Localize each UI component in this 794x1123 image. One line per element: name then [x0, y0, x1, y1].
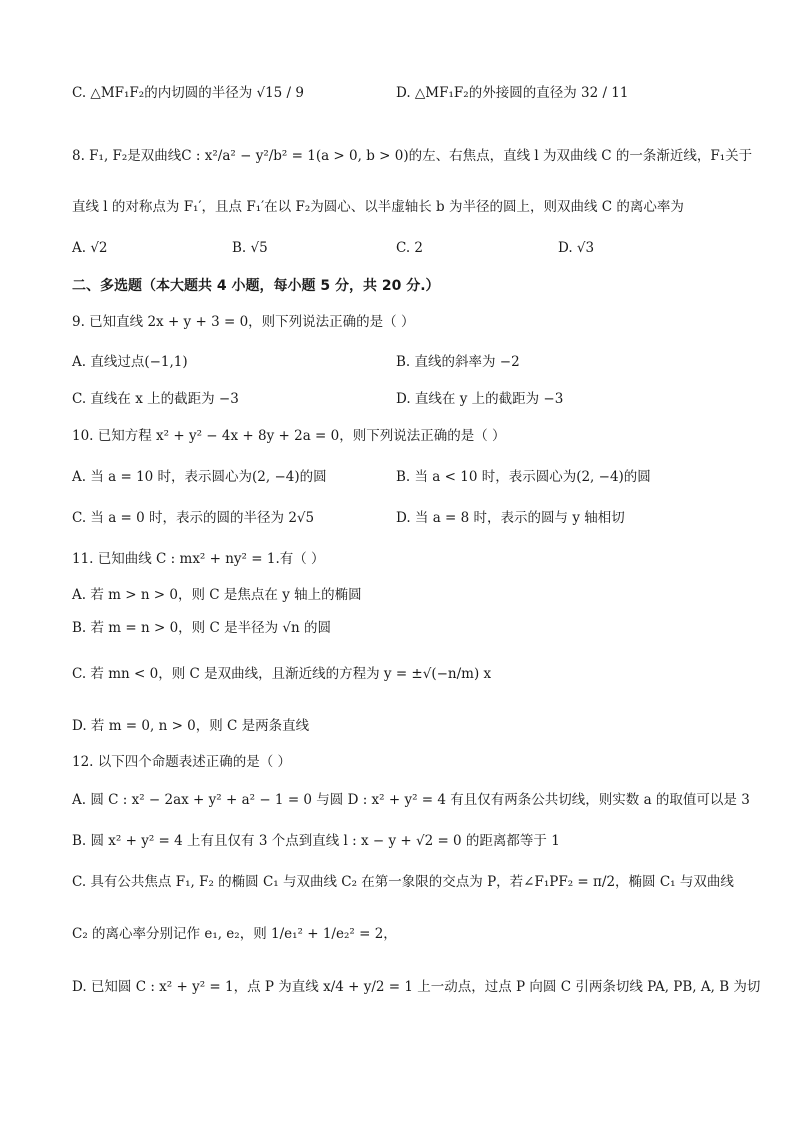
q8-option-d: D. √3: [558, 240, 595, 256]
q10-option-d: D. 当 a = 8 时，表示的圆与 y 轴相切: [396, 510, 625, 526]
q9-stem: 9. 已知直线 2x + y + 3 = 0，则下列说法正确的是（ ）: [72, 314, 415, 330]
q12-option-a: A. 圆 C : x² − 2ax + y² + a² − 1 = 0 与圆 D : x² + y² = 4 有且仅有两条公共切线，则实数 a 的取值可以是 3: [72, 792, 750, 808]
q11-option-b: B. 若 m = n > 0，则 C 是半径为 √n 的圆: [72, 620, 331, 636]
q11-option-d: D. 若 m = 0, n > 0，则 C 是两条直线: [72, 718, 310, 734]
q8-option-a: A. √2: [72, 240, 108, 256]
q10-stem: 10. 已知方程 x² + y² − 4x + 8y + 2a = 0，则下列说法正确的是（ ）: [72, 428, 506, 444]
q9-option-b: B. 直线的斜率为 −2: [396, 354, 520, 370]
q11-option-a: A. 若 m > n > 0，则 C 是焦点在 y 轴上的椭圆: [72, 587, 362, 603]
q12-option-c-line1: C. 具有公共焦点 F₁, F₂ 的椭圆 C₁ 与双曲线 C₂ 在第一象限的交点为 P，若∠F₁PF₂ = π/2，椭圆 C₁ 与双曲线: [72, 874, 734, 890]
q8-stem-line2: 直线 l 的对称点为 F₁′，且点 F₁′在以 F₂为圆心、以半虚轴长 b 为半径的圆上，则双曲线 C 的离心率为: [72, 199, 684, 215]
q9-option-c: C. 直线在 x 上的截距为 −3: [72, 391, 239, 407]
q10-option-b: B. 当 a < 10 时，表示圆心为(2, −4)的圆: [396, 469, 651, 485]
q7-option-c: C. △MF₁F₂的内切圆的半径为 √15 / 9: [72, 85, 304, 101]
q10-option-c: C. 当 a = 0 时，表示的圆的半径为 2√5: [72, 510, 315, 526]
q10-option-a: A. 当 a = 10 时，表示圆心为(2, −4)的圆: [72, 469, 327, 485]
q8-option-c: C. 2: [396, 240, 424, 256]
q12-option-b: B. 圆 x² + y² = 4 上有且仅有 3 个点到直线 l : x − y + √2 = 0 的距离都等于 1: [72, 833, 560, 849]
section-heading-multi-choice: 二、多选题（本大题共 4 小题，每小题 5 分，共 20 分.）: [72, 278, 440, 294]
q12-stem: 12. 以下四个命题表述正确的是（ ）: [72, 754, 292, 770]
q8-stem-line1: 8. F₁, F₂是双曲线C : x²/a² − y²/b² = 1(a > 0, b > 0)的左、右焦点，直线 l 为双曲线 C 的一条渐近线，F₁关于: [72, 148, 753, 164]
q11-option-c: C. 若 mn < 0，则 C 是双曲线，且渐近线的方程为 y = ±√(−n/m) x: [72, 666, 492, 682]
q7-option-d: D. △MF₁F₂的外接圆的直径为 32 / 11: [396, 85, 629, 101]
q12-option-c-line2: C₂ 的离心率分别记作 e₁, e₂，则 1/e₁² + 1/e₂² = 2，: [72, 926, 397, 942]
q11-stem: 11. 已知曲线 C : mx² + ny² = 1.有（ ）: [72, 551, 325, 567]
q9-option-a: A. 直线过点(−1,1): [72, 354, 188, 370]
q9-option-d: D. 直线在 y 上的截距为 −3: [396, 391, 564, 407]
q8-option-b: B. √5: [232, 240, 268, 256]
q12-option-d: D. 已知圆 C : x² + y² = 1，点 P 为直线 x/4 + y/2 = 1 上一动点，过点 P 向圆 C 引两条切线 PA, PB, A, B 为切: [72, 979, 761, 995]
